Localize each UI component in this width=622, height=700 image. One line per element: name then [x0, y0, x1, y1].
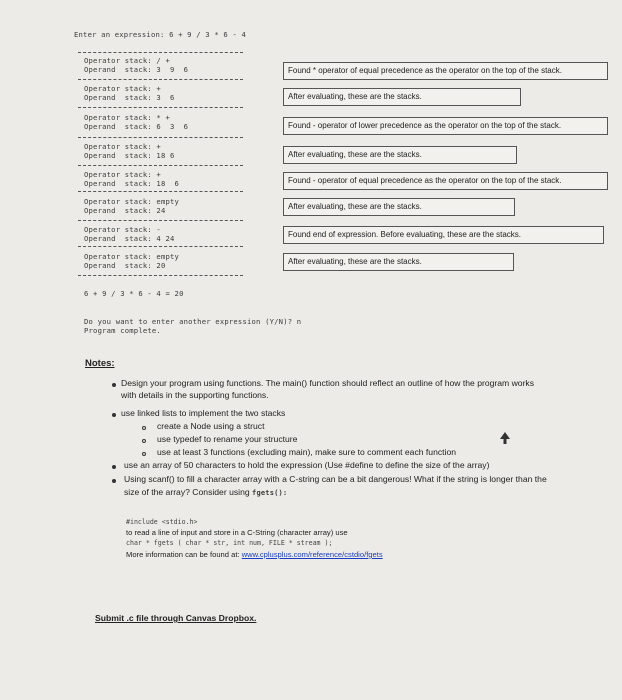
operand-stack-line: Operand stack: 3 6	[84, 93, 175, 102]
more-info-label: More information can be found at:	[126, 550, 240, 559]
code-more-info	[126, 550, 383, 559]
note-bullet-3: use an array of 50 characters to hold the expression (Use #define to define the size of the array)	[124, 460, 490, 470]
annotation-box: After evaluating, these are the stacks.	[283, 146, 517, 164]
separator	[78, 107, 243, 108]
note-bullet-2: use linked lists to implement the two stacks	[121, 408, 286, 418]
operator-stack-line: Operator stack: -	[84, 225, 161, 234]
code-include: #include <stdio.h>	[126, 518, 198, 526]
bullet-icon	[112, 383, 116, 387]
operator-stack-line: Operator stack: +	[84, 170, 161, 179]
separator	[78, 220, 243, 221]
annotation-box: Found - operator of lower precedence as the operator on the top of the stack.	[283, 117, 608, 135]
again-prompt: Do you want to enter another expression (Y/N)? n	[84, 317, 302, 326]
program-complete: Program complete.	[84, 326, 161, 335]
operator-stack-line: Operator stack: empty	[84, 252, 180, 261]
cursor-icon	[500, 432, 510, 444]
bullet-icon	[112, 479, 116, 483]
note-bullet-1-cont: with details in the supporting functions.	[121, 390, 269, 400]
operand-stack-line: Operand stack: 3 9 6	[84, 65, 189, 74]
separator	[78, 137, 243, 138]
operand-stack-line: Operand stack: 4 24	[84, 234, 175, 243]
result-line: 6 + 9 / 3 * 6 - 4 = 20	[84, 289, 184, 298]
annotation-box: After evaluating, these are the stacks.	[283, 253, 514, 271]
operator-stack-line: Operator stack: empty	[84, 197, 180, 206]
operand-stack-line: Operand stack: 20	[84, 261, 166, 270]
submit-instruction: Submit .c file through Canvas Dropbox.	[95, 613, 257, 623]
bullet-icon	[112, 413, 116, 417]
separator	[78, 246, 243, 247]
notes-title: Notes:	[85, 358, 115, 369]
note-sub-3: use at least 3 functions (excluding main), make sure to comment each function	[157, 447, 457, 457]
operator-stack-line: Operator stack: +	[84, 84, 161, 93]
note-sub-1: create a Node using a struct	[157, 421, 265, 431]
annotation-box: After evaluating, these are the stacks.	[283, 88, 521, 106]
separator	[78, 275, 243, 276]
console-prompt: Enter an expression: 6 + 9 / 3 * 6 - 4	[74, 30, 247, 39]
note-bullet-4: Using scanf() to fill a character array with a C-string can be a bit dangerous! What if the string is longer than the	[124, 474, 547, 484]
operand-stack-line: Operand stack: 24	[84, 206, 166, 215]
separator	[78, 191, 243, 192]
operand-stack-line: Operand stack: 18 6	[84, 179, 180, 188]
separator	[78, 79, 243, 80]
sub-bullet-icon	[142, 439, 146, 443]
code-description: to read a line of input and store in a C-String (character array) use	[126, 528, 348, 537]
separator	[78, 52, 243, 53]
sub-bullet-icon	[142, 426, 146, 430]
operator-stack-line: Operator stack: +	[84, 142, 161, 151]
sub-bullet-icon	[142, 452, 146, 456]
note-bullet-4-cont	[124, 487, 287, 500]
annotation-box: Found * operator of equal precedence as the operator on the top of the stack.	[283, 62, 608, 80]
operator-stack-line: Operator stack: * +	[84, 113, 171, 122]
operand-stack-line: Operand stack: 18 6	[84, 151, 175, 160]
note-bullet-1: Design your program using functions. The main() function should reflect an outline of how the program works	[121, 378, 535, 388]
code-signature: char * fgets ( char * str, int num, FILE * stream );	[126, 539, 333, 547]
annotation-box: Found end of expression. Before evaluating, these are the stacks.	[283, 226, 604, 244]
reference-link[interactable]: www.cplusplus.com/reference/cstdio/fgets	[241, 550, 383, 559]
operator-stack-line: Operator stack: / +	[84, 56, 171, 65]
annotation-box: Found - operator of equal precedence as the operator on the top of the stack.	[283, 172, 608, 190]
fgets-code: fgets():	[252, 489, 288, 497]
note-sub-2: use typedef to rename your structure	[157, 434, 298, 444]
operand-stack-line: Operand stack: 6 3 6	[84, 122, 189, 131]
bullet-icon	[112, 465, 116, 469]
note-bullet-4-text: size of the array? Consider using	[124, 487, 250, 497]
separator	[78, 165, 243, 166]
annotation-box: After evaluating, these are the stacks.	[283, 198, 515, 216]
